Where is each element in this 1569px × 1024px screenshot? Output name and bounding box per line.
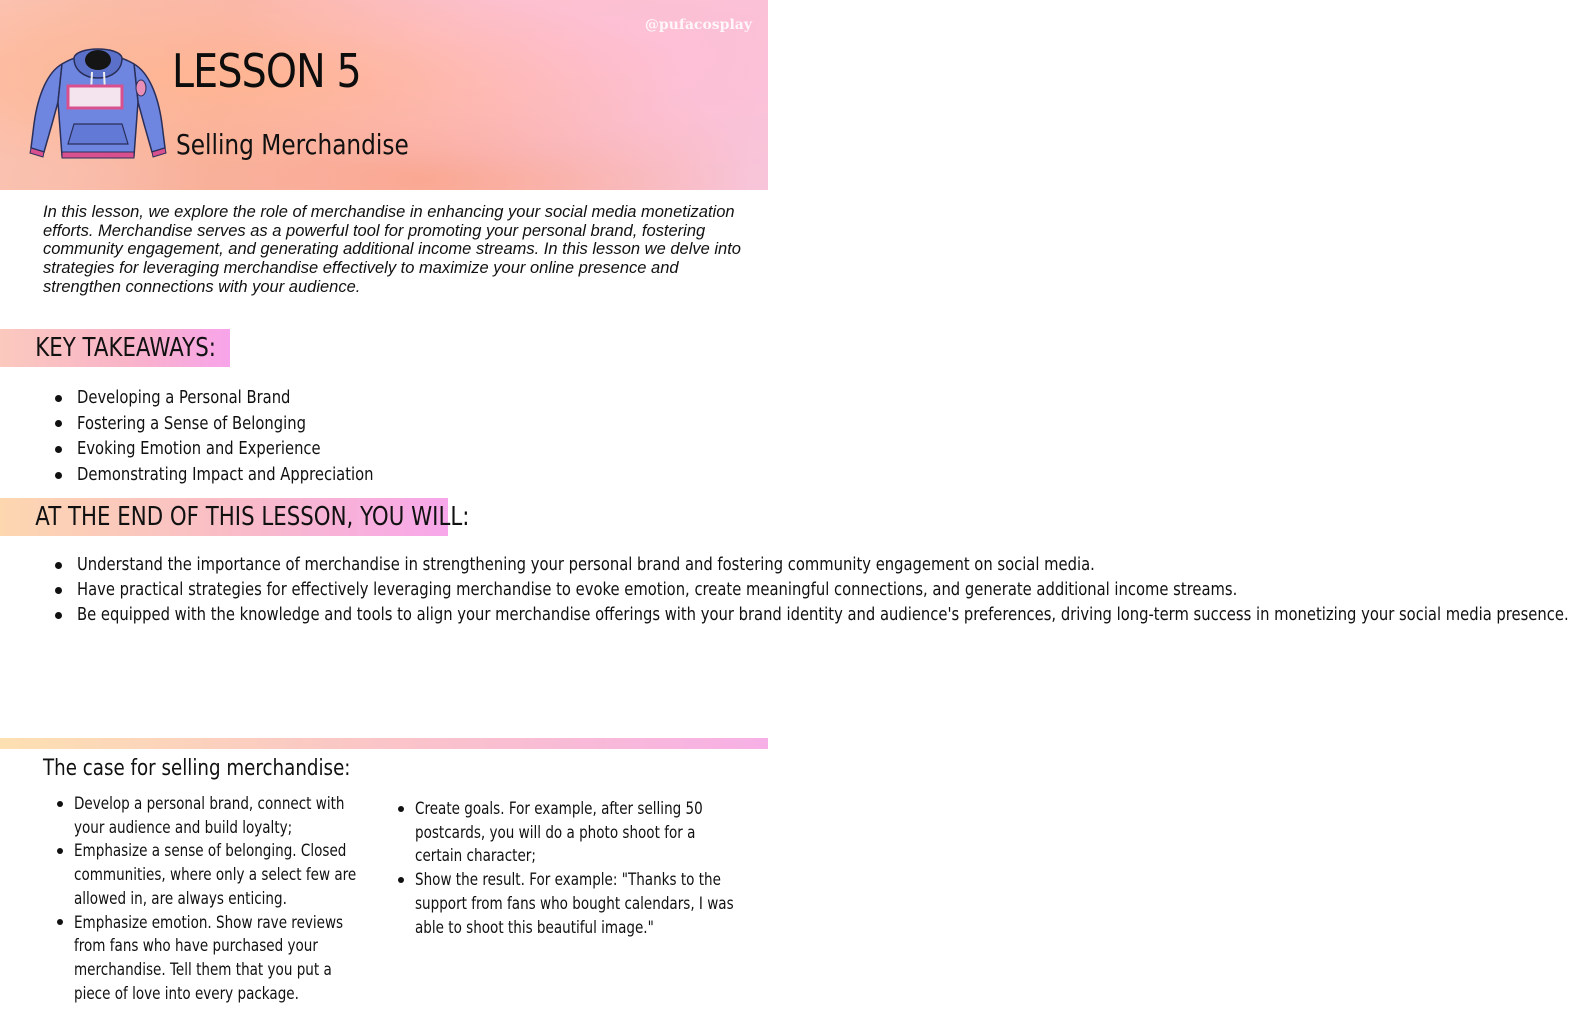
case-list-left	[43, 792, 434, 1005]
list-item: Understand the importance of merchandise in strengthening your personal brand and fostering community engagement on social media.	[43, 552, 837, 577]
list-item: Show the result. For example: "Thanks to the support from fans who bought calendars, I was able to shoot this beautiful image."	[384, 868, 815, 939]
lesson-title: LESSON 5	[172, 44, 361, 98]
key-takeaways-list	[43, 385, 439, 488]
outcomes-list	[43, 552, 1569, 628]
list-item: Emphasize a sense of belonging. Closed communities, where only a select few are allowed in, are always enticing.	[43, 839, 434, 910]
list-item: Create goals. For example, after selling 50 postcards, you will do a photo shoot for a certain character;	[384, 797, 815, 868]
list-item: Emphasize emotion. Show rave reviews from fans who have purchased your merchandise. Tell them that you put a piece of love into every package.	[43, 911, 434, 1006]
section-divider	[0, 738, 768, 749]
list-item: Develop a personal brand, connect with your audience and build loyalty;	[43, 792, 434, 839]
lesson-subtitle: Selling Merchandise	[176, 128, 409, 161]
list-item: Be equipped with the knowledge and tools to align your merchandise offerings with your brand identity and audience's preferences, driving long-term success in monetizing your social media presence.	[43, 602, 837, 627]
key-takeaways-heading: KEY TAKEAWAYS:	[0, 329, 230, 367]
watermark: @pufacosplay	[644, 17, 752, 33]
header-banner	[0, 0, 768, 190]
list-item: Developing a Personal Brand	[43, 385, 439, 411]
list-item: Fostering a Sense of Belonging	[43, 411, 439, 437]
list-item: Evoking Emotion and Experience	[43, 436, 439, 462]
case-list-right	[384, 797, 815, 939]
list-item: Demonstrating Impact and Appreciation	[43, 462, 439, 488]
case-title: The case for selling merchandise:	[43, 756, 351, 781]
hoodie-icon	[28, 44, 168, 168]
outcomes-heading: AT THE END OF THIS LESSON, YOU WILL:	[0, 498, 448, 536]
list-item: Have practical strategies for effectively leveraging merchandise to evoke emotion, create meaningful connections, and generate additional income streams.	[43, 577, 837, 602]
intro-paragraph: In this lesson, we explore the role of merchandise in enhancing your social media monetization efforts. Merchandise serves as a powerful tool for promoting your personal brand, fostering community engagement, and generating additional income streams. In this lesson we delve into strategies for leveraging merchandise effectively to maximize your online presence and strengthen connections with your audience.	[43, 203, 741, 296]
